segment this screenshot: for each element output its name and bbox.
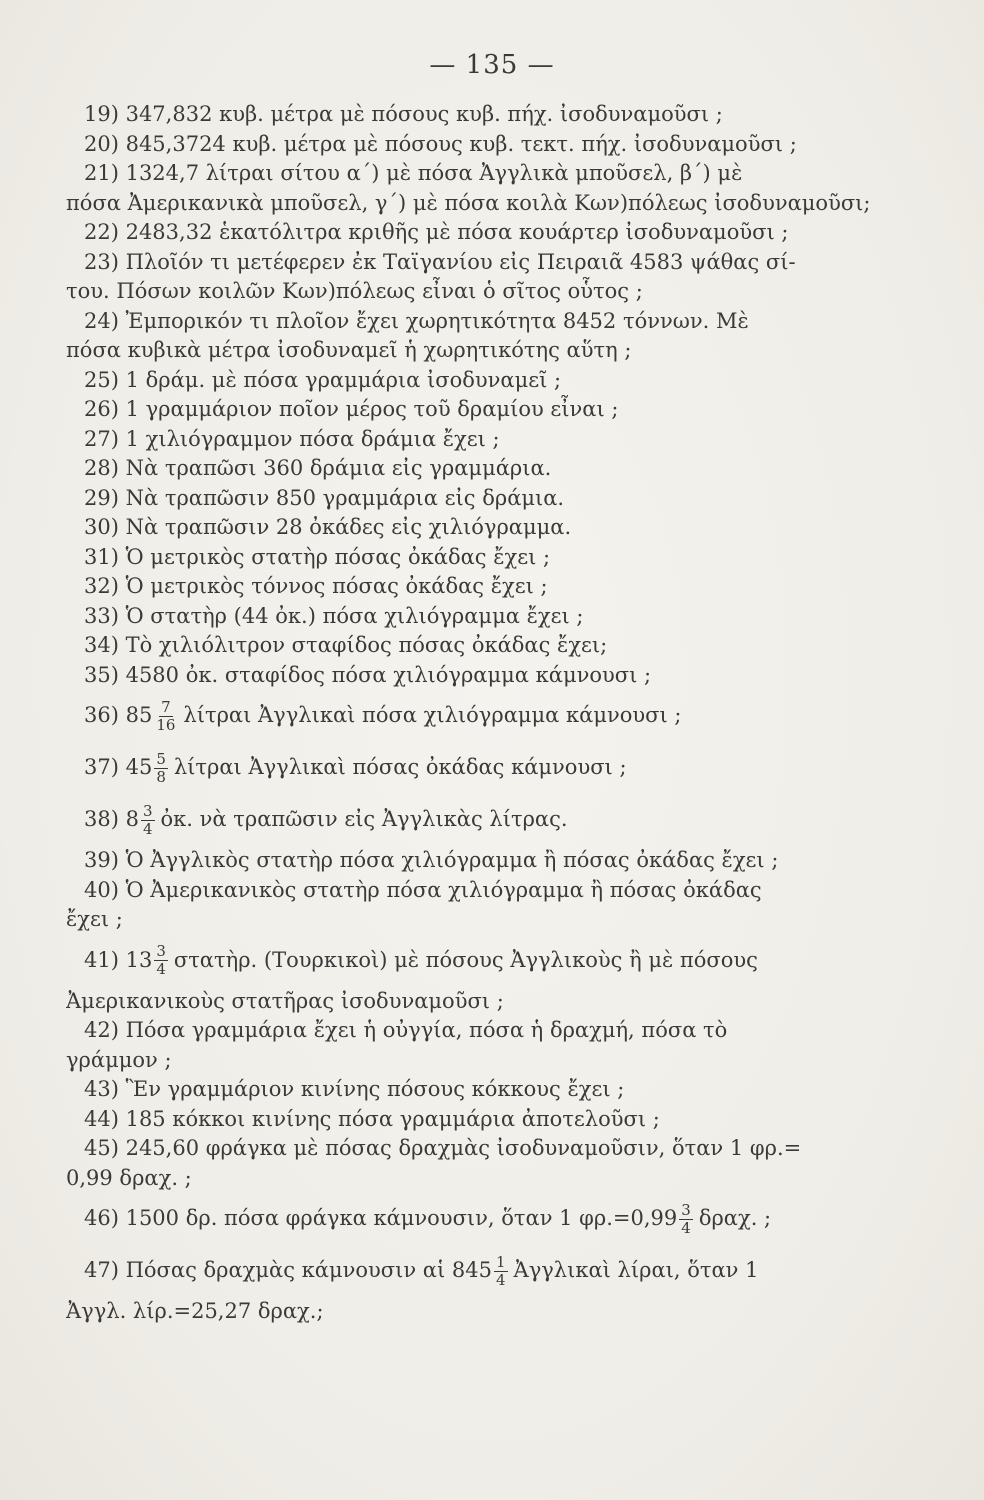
text-line: 32) Ὁ μετρικὸς τόννος πόσας ὀκάδας ἔχει ; bbox=[84, 574, 548, 598]
text-line: 34) Τὸ χιλιόλιτρον σταφίδος πόσας ὀκάδας ἔχει; bbox=[84, 633, 608, 657]
text-line: του. Πόσων κοιλῶν Κων)πόλεως εἶναι ὁ σῖτος οὗτος ; bbox=[66, 279, 643, 303]
fraction-suffix: δραχ. ; bbox=[698, 1206, 772, 1231]
fraction-line-38 bbox=[66, 794, 908, 846]
fraction bbox=[154, 699, 177, 734]
fraction-denominator: 4 bbox=[495, 1270, 506, 1289]
text-line: 44) 185 κόκκοι κινίνης πόσα γραμμάρια ἀποτελοῦσι ; bbox=[84, 1106, 660, 1131]
fraction-numerator: 3 bbox=[156, 942, 166, 960]
text-line: 35) 4580 ὀκ. σταφίδος πόσα χιλιόγραμμα κάμνουσι ; bbox=[84, 662, 652, 687]
fraction-denominator: 16 bbox=[156, 715, 176, 734]
text-line: 45) 245,60 φράγκα μὲ πόσας δραχμὰς ἰσοδυναμοῦσιν, ὅταν 1 φρ.= bbox=[84, 1136, 802, 1160]
text-line: 43) Ἓν γραμμάριον κινίνης πόσους κόκκους ἔχει ; bbox=[84, 1077, 625, 1101]
fraction-denominator: 4 bbox=[156, 960, 166, 978]
fraction-line-47 bbox=[66, 1245, 908, 1297]
fraction bbox=[494, 1254, 508, 1289]
fraction-numerator: 1 bbox=[495, 1252, 506, 1271]
fraction bbox=[141, 803, 155, 838]
fraction-prefix: 36) 85 bbox=[84, 703, 153, 728]
fraction-prefix: 47) Πόσας δραχμὰς κάμνουσιν αἱ 845 bbox=[84, 1258, 492, 1283]
fraction-denominator: 8 bbox=[156, 767, 166, 786]
text-line: 23) Πλοῖόν τι μετέφερεν ἐκ Ταϊγανίου εἰς Πειραιᾶ 4583 ψάθας σί- bbox=[84, 249, 796, 274]
text-line: πόσα Ἀμερικανικὰ μποῦσελ, γ΄) μὲ πόσα κοιλὰ Κων)πόλεως ἰσοδυναμοῦσι; bbox=[66, 190, 871, 215]
text-line: 42) Πόσα γραμμάρια ἔχει ἡ οὐγγία, πόσα ἡ δραχμή, πόσα τὸ bbox=[84, 1018, 728, 1042]
text-line: 33) Ὁ στατὴρ (44 ὀκ.) πόσα χιλιόγραμμα ἔχει ; bbox=[84, 603, 584, 628]
text-line: 40) Ὁ Ἀμερικανικὸς στατὴρ πόσα χιλιόγραμμα ἢ πόσας ὀκάδας bbox=[84, 877, 762, 902]
fraction-suffix: Ἀγγλικαὶ λίραι, ὅταν 1 bbox=[513, 1258, 759, 1283]
text-line: 24) Ἐμπορικόν τι πλοῖον ἔχει χωρητικότητα 8452 τόννων. Μὲ bbox=[84, 308, 749, 333]
fraction-suffix: στατὴρ. (Τουρκικοὶ) μὲ πόσους Ἀγγλικοὺς ἢ μὲ πόσους bbox=[173, 947, 758, 972]
text-line: Ἀμερικανικοὺς στατῆρας ἰσοδυναμοῦσι ; bbox=[66, 988, 504, 1013]
text-line: 20) 845,3724 κυβ. μέτρα μὲ πόσους κυβ. τεκτ. πήχ. ἰσοδυναμοῦσι ; bbox=[84, 131, 797, 156]
fraction-prefix: 38) 8 bbox=[84, 807, 139, 832]
fraction bbox=[679, 1202, 693, 1237]
text-line: 29) Νὰ τραπῶσιν 850 γραμμάρια εἰς δράμια. bbox=[84, 485, 565, 510]
fraction bbox=[154, 943, 168, 978]
fraction-prefix: 46) 1500 δρ. πόσα φράγκα κάμνουσιν, ὅταν 1 φρ.=0,99 bbox=[84, 1206, 678, 1231]
fraction-line-36 bbox=[66, 690, 908, 742]
text-line: ἔχει ; bbox=[66, 907, 123, 931]
fraction-suffix: λίτραι Ἀγγλικαὶ πόσα χιλιόγραμμα κάμνουσι ; bbox=[183, 703, 682, 728]
exercise-list bbox=[66, 100, 908, 1327]
fraction bbox=[154, 751, 168, 786]
text-line: 21) 1324,7 λίτραι σίτου α΄) μὲ πόσα Ἀγγλικὰ μποῦσελ, β΄) μὲ bbox=[84, 161, 743, 185]
text-line: γράμμον ; bbox=[66, 1047, 172, 1072]
page-number: — 135 — bbox=[429, 50, 555, 80]
fraction-denominator: 4 bbox=[142, 819, 153, 838]
fraction-numerator: 5 bbox=[156, 749, 166, 768]
text-line: 19) 347,832 κυβ. μέτρα μὲ πόσους κυβ. πήχ. ἰσοδυναμοῦσι ; bbox=[84, 102, 723, 126]
fraction-numerator: 3 bbox=[681, 1200, 691, 1219]
fraction-line-37 bbox=[66, 742, 908, 794]
fraction-line-41 bbox=[66, 935, 908, 987]
fraction-numerator: 3 bbox=[142, 801, 153, 820]
text-line: 26) 1 γραμμάριον ποῖον μέρος τοῦ δραμίου εἶναι ; bbox=[84, 397, 619, 421]
text-line: 28) Νὰ τραπῶσι 360 δράμια εἰς γραμμάρια. bbox=[84, 456, 552, 480]
fraction-prefix: 37) 45 bbox=[84, 755, 153, 780]
text-line: 39) Ὁ Ἀγγλικὸς στατὴρ πόσα χιλιόγραμμα ἢ πόσας ὀκάδας ἔχει ; bbox=[84, 848, 779, 872]
text-line: Ἀγγλ. λίρ.=25,27 δραχ.; bbox=[66, 1299, 324, 1323]
fraction-denominator: 4 bbox=[681, 1218, 691, 1237]
text-line: πόσα κυβικὰ μέτρα ἰσοδυναμεῖ ἡ χωρητικότης αὕτη ; bbox=[66, 338, 632, 362]
text-line: 27) 1 χιλιόγραμμον πόσα δράμια ἔχει ; bbox=[84, 426, 500, 451]
text-line: 25) 1 δράμ. μὲ πόσα γραμμάρια ἰσοδυναμεῖ ; bbox=[84, 367, 562, 392]
text-line: 30) Νὰ τραπῶσιν 28 ὀκάδες εἰς χιλιόγραμμα. bbox=[84, 515, 572, 539]
fraction-suffix: ὀκ. νὰ τραπῶσιν εἰς Ἀγγλικὰς λίτρας. bbox=[160, 807, 568, 832]
text-line: 22) 2483,32 ἑκατόλιτρα κριθῆς μὲ πόσα κουάρτερ ἰσοδυναμοῦσι ; bbox=[84, 220, 789, 244]
fraction-numerator: 7 bbox=[161, 697, 171, 716]
text-line: 31) Ὁ μετρικὸς στατὴρ πόσας ὀκάδας ἔχει ; bbox=[84, 544, 551, 569]
text-line: 0,99 δραχ. ; bbox=[66, 1165, 192, 1190]
fraction-suffix: λίτραι Ἀγγλικαὶ πόσας ὀκάδας κάμνουσι ; bbox=[173, 755, 627, 780]
fraction-prefix: 41) 13 bbox=[84, 947, 153, 972]
fraction-line-46 bbox=[66, 1193, 908, 1245]
